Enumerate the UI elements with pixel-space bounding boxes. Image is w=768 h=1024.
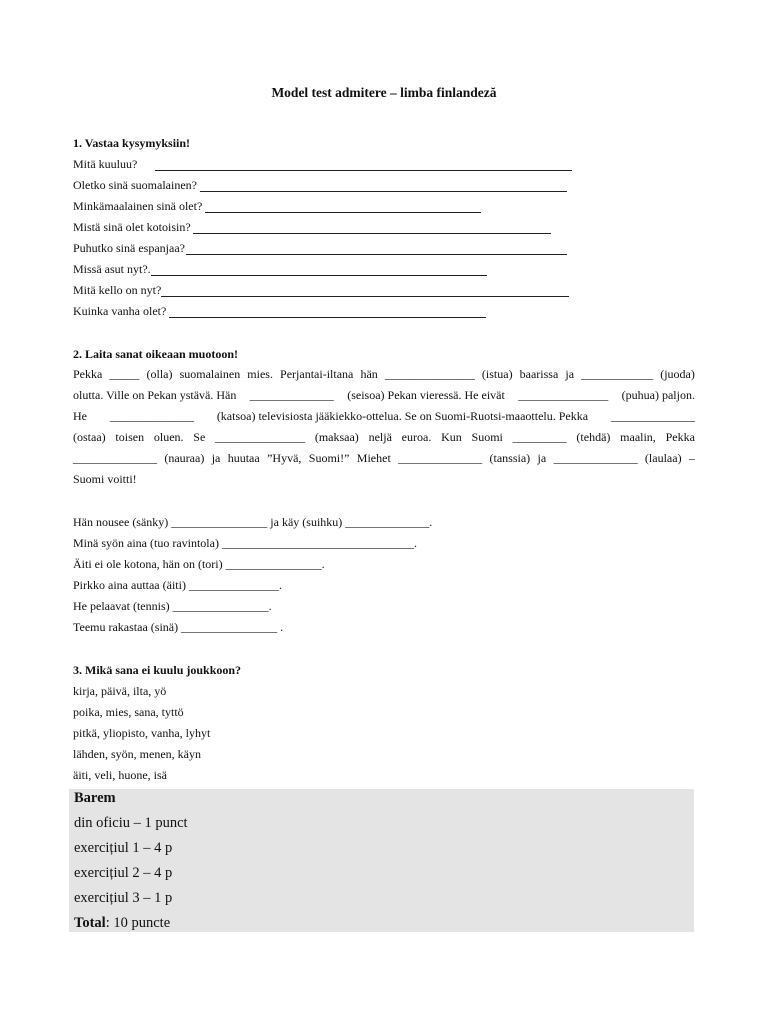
answer-blank[interactable] [186,243,567,255]
question-text: Puhutko sinä espanjaa? [73,241,185,255]
paragraph-blank[interactable]: _______________ [518,388,609,402]
question-line [73,241,567,255]
sentence-exercise[interactable]: Pirkko aina auttaa (äiti) _______________. [73,578,282,592]
word-group: äiti, veli, huone, isä [73,768,167,782]
answer-blank[interactable] [200,180,567,192]
paragraph-blank[interactable]: ____________ [581,367,654,381]
paragraph-word: suomalainen [179,367,241,381]
paragraph-line [73,450,695,466]
paragraph-word: He [73,409,87,423]
question-text: Mitä kello on nyt? [73,283,162,297]
paragraph-word: Miehet [356,451,391,465]
paragraph-blank[interactable]: _______________ [215,430,306,444]
paragraph-line [73,408,695,424]
paragraph-blank[interactable]: ______________ [553,451,638,465]
paragraph-word: Perjantai-iltana [280,367,354,381]
question-text: Kuinka vanha olet? [73,304,167,318]
paragraph-word: huutaa [227,451,260,465]
paragraph-word: (juoda) [660,367,695,381]
question-line [73,262,487,276]
answer-blank[interactable] [169,306,486,318]
answer-blank[interactable] [161,285,569,297]
sentence-exercise[interactable]: Äiti ei ole kotona, hän on (tori) ________________. [73,557,325,571]
scoring-heading: Barem [74,790,116,806]
paragraph-word: (maksaa) [314,430,359,444]
paragraph-word: (seisoa) Pekan vieressä. He eivät [347,388,505,402]
scoring-line: exercițiul 3 – 1 p [74,890,173,906]
question-text: Mistä sinä olet kotoisin? [73,220,191,234]
paragraph-blank[interactable]: ______________ [398,451,483,465]
sentence-exercise[interactable]: Hän nousee (sänky) ________________ ja käy (suihku) ______________. [73,515,433,529]
paragraph-word: (istua) [481,367,513,381]
question-text: Mitä kuuluu? [73,157,138,171]
sentence-exercise[interactable]: He pelaavat (tennis) ________________. [73,599,272,613]
paragraph-word: toisen [115,430,145,444]
paragraph-word: maalin, [620,430,656,444]
paragraph-line [73,387,695,403]
section-1-heading: 1. Vastaa kysymyksiin! [73,136,191,150]
paragraph-line [73,366,695,382]
paragraph-word: (tehdä) [576,430,611,444]
paragraph-word: (nauraa) [164,451,205,465]
answer-blank[interactable] [151,264,487,276]
paragraph-word: baarissa [519,367,559,381]
paragraph-word: (puhua) paljon. [621,388,695,402]
paragraph-blank[interactable]: ______________ [109,409,194,423]
total-value: : 10 puncte [105,915,171,931]
scoring-total [74,915,170,932]
question-line [73,178,567,192]
paragraph-word: Pekka [73,367,103,381]
answer-blank[interactable] [205,201,481,213]
word-group: pitkä, yliopisto, vanha, lyhyt [73,726,211,740]
paragraph-blank[interactable]: _____ [109,367,140,381]
paragraph-word: Pekka [665,430,695,444]
scoring-line: din oficiu – 1 punct [74,815,188,831]
paragraph-blank[interactable]: ______________ [73,451,157,465]
paragraph-word: Se [193,430,206,444]
sentence-exercise[interactable]: Teemu rakastaa (sinä) ________________ . [73,620,284,634]
question-line [73,283,569,297]
paragraph-word: oluen. [153,430,184,444]
paragraph-word: – [688,451,695,465]
paragraph-word: olutta. Ville on Pekan ystävä. Hän [73,388,237,402]
paragraph-word: (ostaa) [73,430,106,444]
paragraph-word: ”Hyvä, [267,451,302,465]
paragraph-word: (tanssia) [489,451,531,465]
answer-blank[interactable] [155,159,572,171]
word-group: lähden, syön, menen, käyn [73,747,201,761]
paragraph-line [73,471,695,487]
paragraph-blank[interactable]: ______________ [249,388,334,402]
sentence-exercise[interactable]: Minä syön aina (tuo ravintola) ________________________________. [73,536,417,550]
total-label: Total [74,915,106,931]
question-line [73,304,486,318]
question-text: Missä asut nyt?. [73,262,151,276]
word-group: poika, mies, sana, tyttö [73,705,184,719]
paragraph-word: ja [537,451,547,465]
answer-blank[interactable] [193,222,551,234]
word-group: kirja, päivä, ilta, yö [73,684,167,698]
paragraph-word: Kun [441,430,462,444]
paragraph-blank[interactable]: _________ [512,430,567,444]
scoring-line: exercițiul 2 – 4 p [74,865,173,881]
paragraph-blank[interactable]: _______________ [384,367,475,381]
scoring-box [69,789,694,932]
paragraph-word: euroa. [401,430,432,444]
scoring-line: exercițiul 1 – 4 p [74,840,173,856]
section-3-heading: 3. Mikä sana ei kuulu joukkoon? [73,663,242,677]
paragraph-word: ja [211,451,221,465]
paragraph-word: Suomi voitti! [73,472,137,486]
paragraph-line [73,429,695,445]
document-title: Model test admitere – limba finlandeză [271,85,497,100]
paragraph-word: Suomi [471,430,503,444]
paragraph-word: (olla) [146,367,173,381]
question-line [73,199,481,213]
paragraph-word: Suomi!” [308,451,350,465]
question-line [73,157,572,171]
paragraph-word: mies. [247,367,273,381]
paragraph-word: (laulaa) [644,451,682,465]
question-line [73,220,551,234]
question-text: Minkämaalainen sinä olet? [73,199,203,213]
section-2-heading: 2. Laita sanat oikeaan muotoon! [73,347,239,361]
question-text: Oletko sinä suomalainen? [73,178,197,192]
paragraph-word: hän [360,367,378,381]
paragraph-word: neljä [368,430,392,444]
paragraph-blank[interactable]: ______________ [610,409,695,423]
paragraph-word: (katsoa) televisiosta jääkiekko-ottelua. Se on Suomi-Ruotsi-maaottelu. Pekka [216,409,589,423]
paragraph-word: ja [565,367,575,381]
